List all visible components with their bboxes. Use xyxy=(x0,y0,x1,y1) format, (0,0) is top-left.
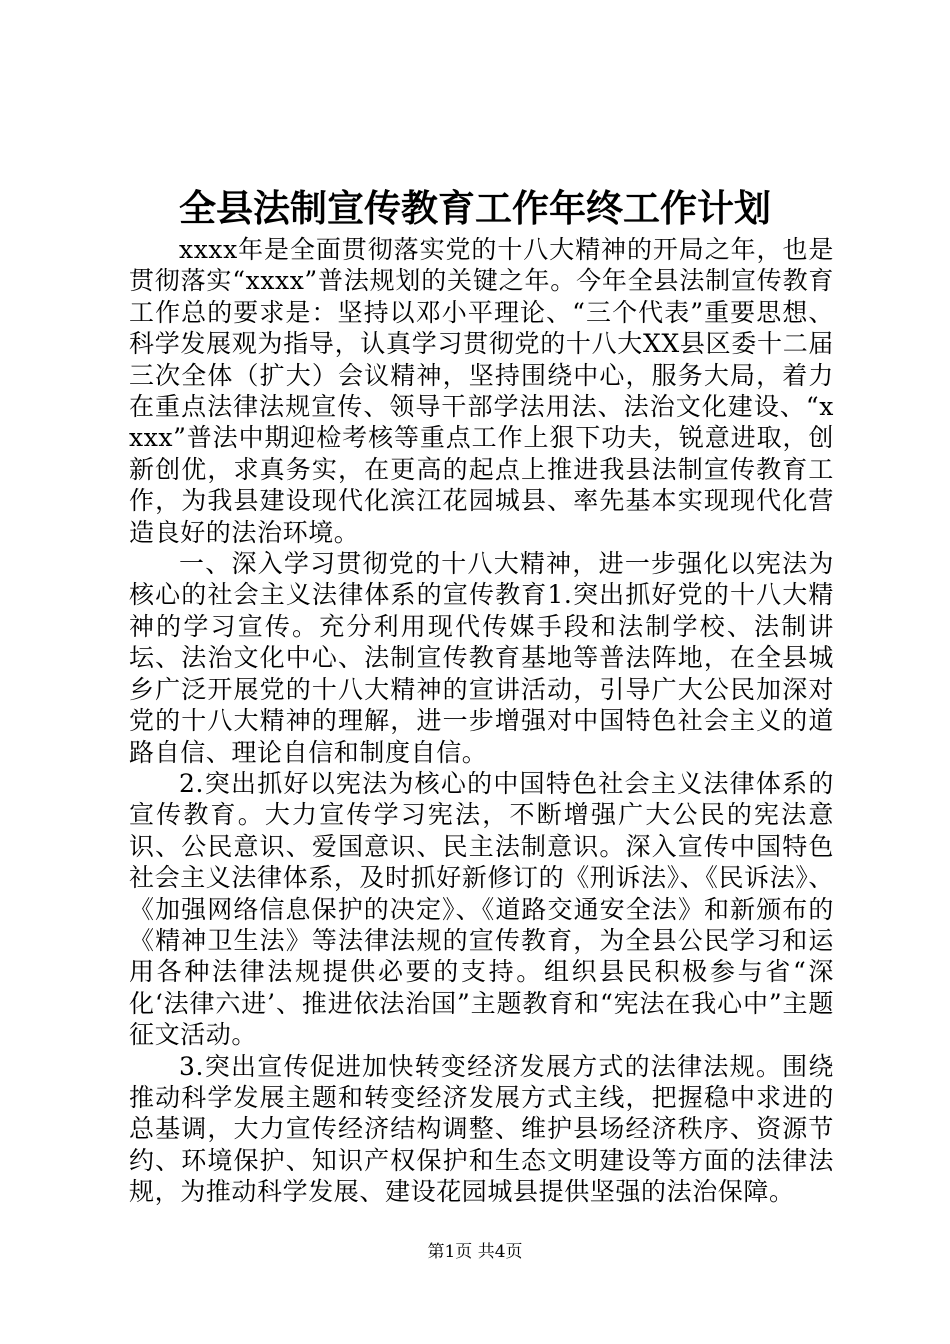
paragraph-item-3: 3.突出宣传促进加快转变经济发展方式的法律法规。围绕推动科学发展主题和转变经济发展方式主线，把握稳中求进的总基调，大力宣传经济结构调整、维护县场经济秩序、资源节约、环境保护、知识产权保护和生态文明建设等方面的法律法规，为推动科学发展、建设花园城县提供坚强的法治保障。 xyxy=(129,1051,834,1207)
document-title: 全县法制宣传教育工作年终工作计划 xyxy=(179,186,771,230)
paragraph-intro: xxxx年是全面贯彻落实党的十八大精神的开局之年，也是贯彻落实“xxxx”普法规划的关键之年。今年全县法制宣传教育工作总的要求是：坚持以邓小平理论、“三个代表”重要思想、科学发展观为指导，认真学习贯彻党的十八大XX县区委十二届三次全体（扩大）会议精神，坚持围绕中心，服务大局，着力在重点法律法规宣传、领导干部学法用法、法治文化建设、“xxxx”普法中期迎检考核等重点工作上狠下功夫，锐意进取，创新创优，求真务实，在更高的起点上推进我县法制宣传教育工作，为我县建设现代化滨江花园城县、率先基本实现现代化营造良好的法治环境。 xyxy=(129,235,834,547)
paragraph-item-2: 2.突出抓好以宪法为核心的中国特色社会主义法律体系的宣传教育。大力宣传学习宪法，不断增强广大公民的宪法意识、公民意识、爱国意识、民主法制意识。深入宣传中国特色社会主义法律体系，及时抓好新修订的《刑诉法》、《民诉法》、《加强网络信息保护的决定》、《道路交通安全法》和新颁布的《精神卫生法》等法律法规的宣传教育，为全县公民学习和运用各种法律法规提供必要的支持。组织县民积极参与省“深化‘法律六进’、推进依法治国”主题教育和“宪法在我心中”主题征文活动。 xyxy=(129,768,834,1050)
paragraph-section-1: 一、深入学习贯彻党的十八大精神，进一步强化以宪法为核心的社会主义法律体系的宣传教育1.突出抓好党的十八大精神的学习宣传。充分利用现代传媒手段和法制学校、法制讲坛、法治文化中心、法制宣传教育基地等普法阵地，在全县城乡广泛开展党的十八大精神的宣讲活动，引导广大公民加深对党的十八大精神的理解，进一步增强对中国特色社会主义的道路自信、理论自信和制度自信。 xyxy=(129,549,834,767)
document-body xyxy=(129,234,834,1208)
page-number-footer: 第1页 共4页 xyxy=(427,1242,523,1262)
